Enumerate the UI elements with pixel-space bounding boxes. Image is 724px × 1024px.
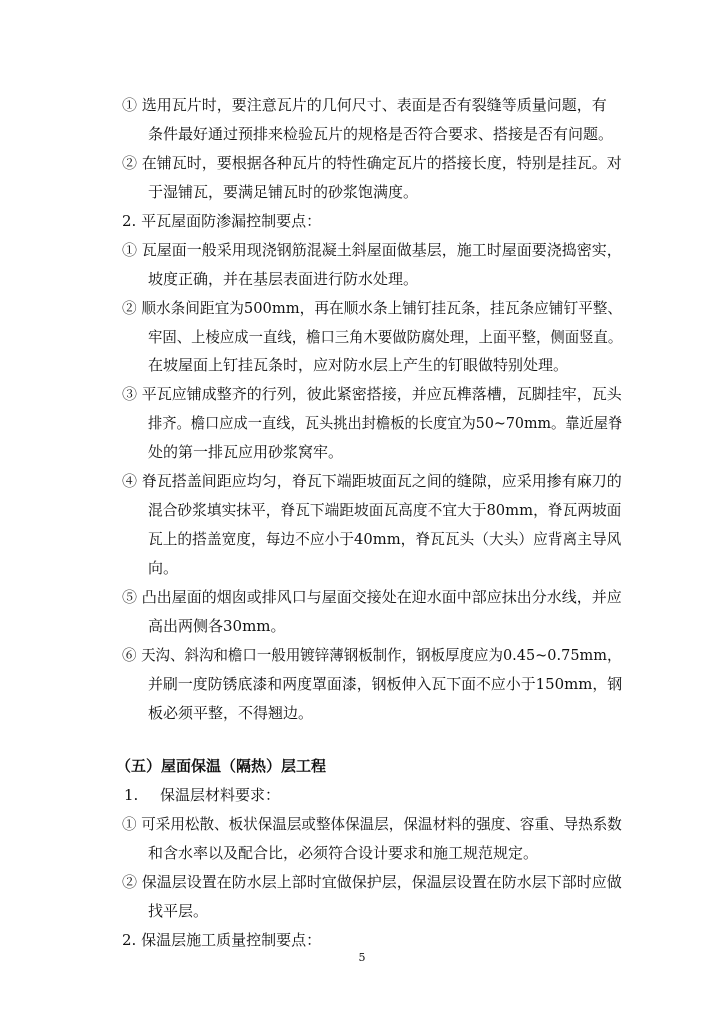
text-line: ③ 平瓦应铺成整齐的行列，彼此紧密搭接，并应瓦榫落槽，瓦脚挂牢，瓦头 <box>122 385 622 403</box>
text-line: 瓦上的搭盖宽度，每边不应小于40mm，脊瓦瓦头（大头）应背离主导风 <box>148 530 622 548</box>
text-line: 并刷一度防锈底漆和两度罩面漆，钢板伸入瓦下面不应小于150mm，钢 <box>148 675 623 693</box>
page-number: 5 <box>358 951 366 964</box>
text-line: 排齐。檐口应成一直线，瓦头挑出封檐板的长度宜为50~70mm。靠近屋脊 <box>148 414 623 432</box>
text-line: 在坡屋面上钉挂瓦条时，应对防水层上产生的钉眼做特别处理。 <box>148 356 569 374</box>
subsection-title <box>124 785 280 805</box>
text-line: 向。 <box>148 559 179 577</box>
text-line: ④ 脊瓦搭盖间距应均匀，脊瓦下端距坡面瓦之间的缝隙，应采用掺有麻刀的 <box>122 472 622 490</box>
subsection-text: 保温层材料要求： <box>160 786 281 804</box>
section-heading: （五）屋面保温（隔热）层工程 <box>116 757 327 775</box>
text-line: ⑥ 天沟、斜沟和檐口一般用镀锌薄钢板制作，钢板厚度应为0.45~0.75mm， <box>122 646 622 664</box>
text-line: 处的第一排瓦应用砂浆窝牢。 <box>148 443 344 461</box>
text-line: ② 在铺瓦时，要根据各种瓦片的特性确定瓦片的搭接长度，特别是挂瓦。对 <box>122 154 622 172</box>
text-line: ① 瓦屋面一般采用现浇钢筋混凝土斜屋面做基层，施工时屋面要浇捣密实， <box>122 241 622 259</box>
text-line: 2. 平瓦屋面防渗漏控制要点： <box>122 212 322 230</box>
text-line: ② 保温层设置在防水层上部时宜做保护层，保温层设置在防水层下部时应做 <box>122 873 622 891</box>
text-line: 2. 保温层施工质量控制要点： <box>122 931 322 949</box>
text-line: ⑤ 凸出屋面的烟囱或排风口与屋面交接处在迎水面中部应抹出分水线，并应 <box>122 588 622 606</box>
text-line: 于湿铺瓦，要满足铺瓦时的砂浆饱满度。 <box>148 183 419 201</box>
text-line: 和含水率以及配合比，必须符合设计要求和施工规范规定。 <box>148 844 539 862</box>
text-line: 板必须平整，不得翘边。 <box>148 704 314 722</box>
text-line: ① 可采用松散、板状保温层或整体保温层，保温材料的强度、容重、导热系数 <box>122 815 622 833</box>
text-line: 混合砂浆填实抹平，脊瓦下端距坡面瓦高度不宜大于80mm，脊瓦两坡面 <box>148 501 622 519</box>
text-line: 找平层。 <box>148 902 209 920</box>
text-line: 高出两侧各30mm。 <box>148 617 286 635</box>
text-line: 条件最好通过预排来检验瓦片的规格是否符合要求、搭接是否有问题。 <box>148 125 614 143</box>
text-line: 牢固、上棱应成一直线，檐口三角木要做防腐处理，上面平整，侧面竖直。 <box>148 328 623 346</box>
text-line: 坡度正确，并在基层表面进行防水处理。 <box>148 270 419 288</box>
text-line: ① 选用瓦片时，要注意瓦片的几何尺寸、表面是否有裂缝等质量问题，有 <box>122 96 607 114</box>
subsection-number: 1. <box>124 786 139 804</box>
text-line: ② 顺水条间距宜为500mm，再在顺水条上铺钉挂瓦条，挂瓦条应铺钉平整、 <box>122 299 623 317</box>
